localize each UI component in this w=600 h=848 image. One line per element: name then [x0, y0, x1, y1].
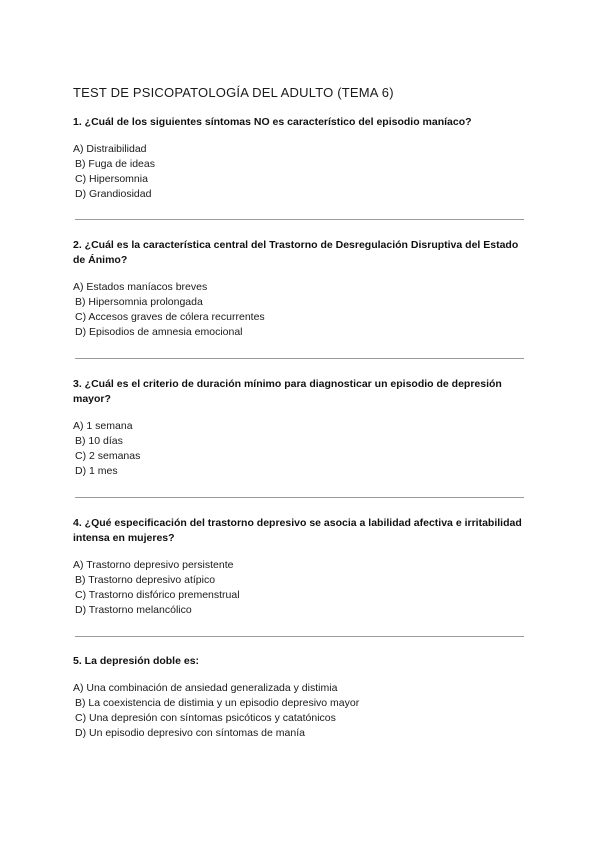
question-4-options	[73, 558, 533, 618]
option-b: B) La coexistencia de distimia y un episodio depresivo mayor	[75, 697, 360, 709]
question-5-text: 5. La depresión doble es:	[73, 655, 200, 667]
option-c: C) Trastorno disfórico premenstrual	[75, 589, 240, 601]
option-b: B) Trastorno depresivo atípico	[75, 574, 216, 586]
question-1-text: 1. ¿Cuál de los siguientes síntomas NO es característico del episodio maníaco?	[73, 116, 472, 128]
question-1	[73, 115, 533, 202]
option-a: A) Una combinación de ansiedad generalizada y distimia	[73, 682, 338, 694]
option-b: B) Hipersomnia prolongada	[75, 296, 203, 308]
option-a: A) 1 semana	[73, 420, 133, 432]
question-2	[73, 238, 533, 340]
divider-1	[75, 219, 524, 220]
question-3-text: 3. ¿Cuál es el criterio de duración mínimo para diagnosticar un episodio de depresión mayor?	[73, 378, 502, 405]
divider-3	[75, 497, 524, 498]
option-d: D) Episodios de amnesia emocional	[75, 326, 243, 338]
option-d: D) Grandiosidad	[75, 188, 152, 200]
divider-2	[75, 358, 524, 359]
document-title: TEST DE PSICOPATOLOGÍA DEL ADULTO (TEMA 6)	[73, 85, 394, 100]
option-a: A) Estados maníacos breves	[73, 281, 208, 293]
option-d: D) Un episodio depresivo con síntomas de manía	[75, 727, 305, 739]
question-2-options	[73, 280, 533, 340]
question-5	[73, 654, 533, 741]
divider-4	[75, 636, 524, 637]
option-c: C) Accesos graves de cólera recurrentes	[75, 311, 265, 323]
option-c: C) Hipersomnia	[75, 173, 148, 185]
question-1-options	[73, 142, 533, 202]
question-4	[73, 516, 533, 618]
option-a: A) Distraibilidad	[73, 143, 147, 155]
option-b: B) 10 días	[75, 435, 123, 447]
option-a: A) Trastorno depresivo persistente	[73, 559, 234, 571]
question-4-text: 4. ¿Qué especificación del trastorno depresivo se asocia a labilidad afectiva e irritabilidad intensa en mujeres?	[73, 517, 522, 544]
question-5-options	[73, 681, 533, 741]
option-c: C) Una depresión con síntomas psicóticos y catatónicos	[75, 712, 336, 724]
question-3	[73, 377, 533, 479]
option-b: B) Fuga de ideas	[75, 158, 155, 170]
option-d: D) 1 mes	[75, 465, 118, 477]
option-d: D) Trastorno melancólico	[75, 604, 192, 616]
option-c: C) 2 semanas	[75, 450, 141, 462]
question-3-options	[73, 419, 533, 479]
question-2-text: 2. ¿Cuál es la característica central del Trastorno de Desregulación Disruptiva del Estado de Ánimo?	[73, 239, 519, 266]
